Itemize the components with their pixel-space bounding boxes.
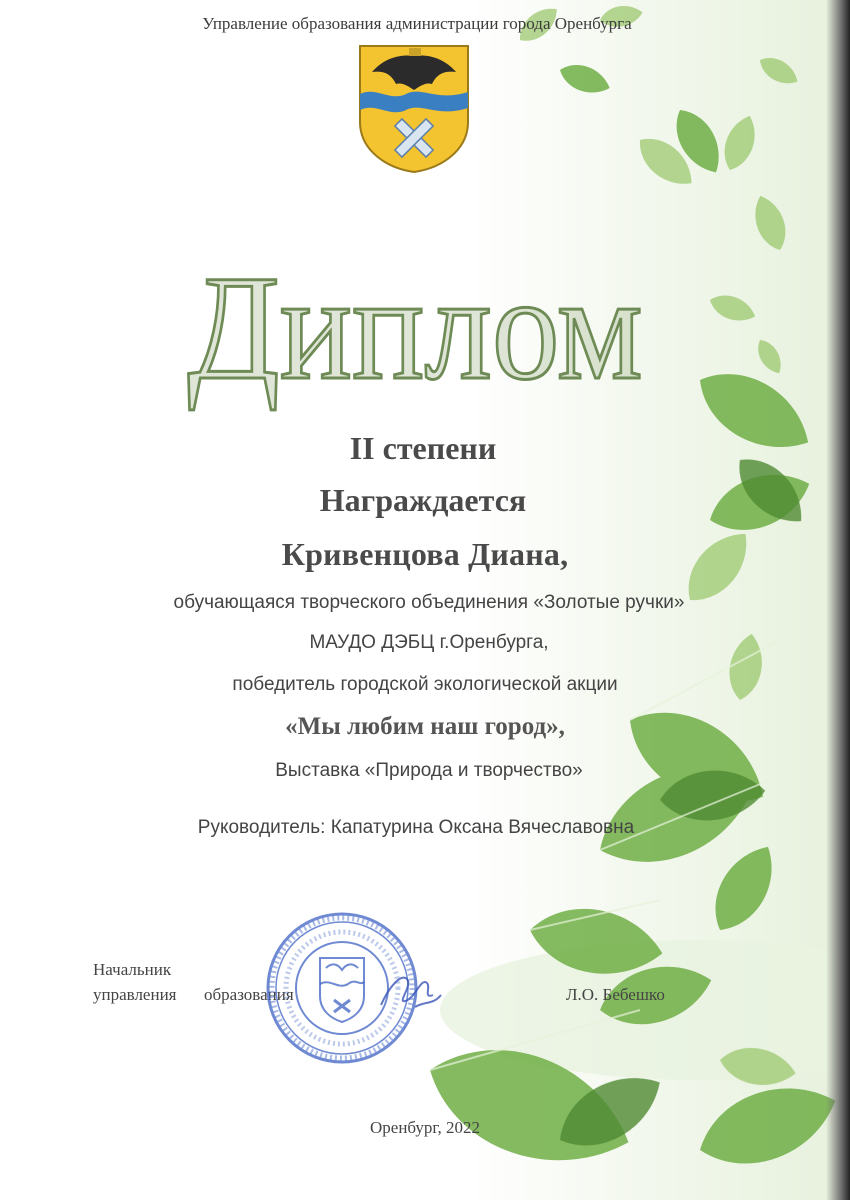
organization-header: Управление образования администрации города Оренбурга bbox=[202, 14, 632, 33]
place-year: Оренбург, 2022 bbox=[370, 1118, 480, 1137]
description-line: победитель городской экологической акции bbox=[232, 674, 618, 695]
action-name: «Мы любим наш город», bbox=[285, 713, 565, 740]
awarded-label: Награждается bbox=[319, 482, 527, 518]
diploma-title bbox=[180, 250, 650, 415]
diploma-title-text: Диплом bbox=[187, 250, 643, 411]
signer-position-line: Начальник bbox=[93, 960, 172, 979]
orenburg-coat-of-arms-icon bbox=[356, 42, 472, 174]
signer-name: Л.О. Бебешко bbox=[566, 985, 665, 1004]
awardee-name: Кривенцова Диана, bbox=[281, 536, 569, 572]
degree-heading: II степени bbox=[349, 430, 497, 466]
description-line: обучающаяся творческого объединения «Золотые ручки» bbox=[173, 592, 685, 613]
signer-position-line: образования bbox=[204, 985, 294, 1004]
supervisor-line: Руководитель: Капатурина Оксана Вячеславовна bbox=[197, 817, 635, 838]
exhibition-name: Выставка «Природа и творчество» bbox=[275, 760, 583, 781]
signer-position-line: управления bbox=[93, 985, 177, 1004]
description-line: МАУДО ДЭБЦ г.Оренбурга, bbox=[309, 632, 549, 653]
handwritten-signature bbox=[375, 965, 445, 1015]
